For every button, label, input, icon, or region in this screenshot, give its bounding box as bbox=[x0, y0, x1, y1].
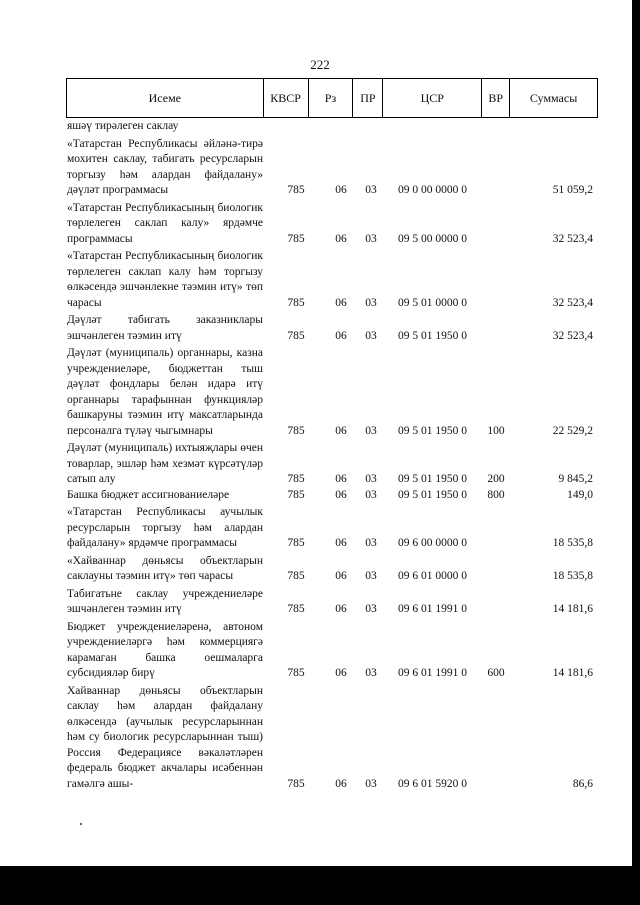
header-pr: ПР bbox=[353, 79, 383, 117]
row-kvsr: 785 bbox=[287, 570, 305, 582]
row-sum: 32 523,4 bbox=[552, 329, 593, 342]
row-name: «Татарстан Республикасының биологик төрлелеген саклап калу һәм торгызу өлкәсендә эшчәнлекне тәэмин итү» төп чарасы bbox=[67, 250, 263, 309]
table-row bbox=[66, 505, 598, 552]
table-row bbox=[66, 313, 598, 344]
row-name: Дәүләт (муниципаль) ихтыяҗлары өчен товарлар, эшләр һәм хезмәт күрсәтүләр сатып алу bbox=[67, 442, 263, 485]
row-vr: 200 bbox=[487, 473, 505, 485]
row-sum: 14 181,6 bbox=[552, 603, 593, 615]
row-rz: 06 bbox=[335, 537, 347, 549]
row-rz: 06 bbox=[335, 667, 347, 679]
row-pr: 03 bbox=[365, 603, 377, 615]
table-row bbox=[66, 488, 598, 504]
row-csr: 09 6 01 5920 0 bbox=[398, 777, 467, 790]
row-pr: 03 bbox=[365, 232, 377, 245]
row-rz: 06 bbox=[335, 329, 347, 342]
row-kvsr: 785 bbox=[287, 296, 305, 309]
row-csr: 09 5 01 1950 0 bbox=[398, 473, 467, 485]
row-name: Башка бюджет ассигнованиеләре bbox=[67, 488, 230, 501]
row-kvsr: 785 bbox=[287, 667, 305, 679]
row-name: «Татарстан Республикасы әйләнә-тирә мохитен саклау, табигать ресурсларын торгызу һәм алардан файдалану» дәүләт программасы bbox=[67, 137, 263, 196]
row-kvsr: 785 bbox=[287, 232, 305, 245]
table-body bbox=[66, 119, 598, 792]
row-sum: 18 535,8 bbox=[552, 570, 593, 582]
table-row bbox=[66, 119, 598, 135]
row-sum: 14 181,6 bbox=[552, 667, 593, 679]
row-name: Бюджет учреждениеләренә, автоном учреждениеләргә һәм коммерциягә карамаган башка оешмаларга субсидияләр бирү bbox=[67, 620, 263, 679]
row-name: Дәүләт (муниципаль) органнары, казна учреждениеләре, бюджеттан тыш дәүләт фондлары белән идарә итү органнары тарафыннан функцияләр башкаруны тәэмин итү максатларында персоналга түләү чыгымнары bbox=[67, 347, 263, 437]
row-name: «Хайваннар дөньясы объектларын саклауны тәэмин итү» төп чарасы bbox=[67, 554, 263, 582]
row-sum: 51 059,2 bbox=[552, 184, 593, 196]
header-csr: ЦСР bbox=[383, 79, 482, 117]
row-rz: 06 bbox=[335, 296, 347, 309]
row-kvsr: 785 bbox=[287, 424, 305, 437]
header-kvsr: КВСР bbox=[264, 79, 309, 117]
scan-edge-right bbox=[632, 0, 640, 905]
page-number: 222 bbox=[310, 57, 330, 72]
row-kvsr: 785 bbox=[287, 488, 305, 501]
row-csr: 09 0 00 0000 0 bbox=[398, 184, 467, 196]
row-sum: 32 523,4 bbox=[552, 232, 593, 245]
scan-edge-bottom bbox=[0, 866, 640, 905]
row-rz: 06 bbox=[335, 424, 347, 437]
table-row bbox=[66, 554, 598, 585]
row-pr: 03 bbox=[365, 473, 377, 485]
row-rz: 06 bbox=[335, 232, 347, 245]
header-rz: Рз bbox=[309, 79, 354, 117]
table-header bbox=[66, 78, 598, 118]
row-name: «Татарстан Республикасы аучылык ресурсларын торгызу һәм алардан файдалану» ярдәмче программасы bbox=[67, 506, 263, 549]
header-sum: Суммасы bbox=[510, 79, 598, 117]
row-csr: 09 6 01 1991 0 bbox=[398, 667, 467, 679]
row-pr: 03 bbox=[365, 329, 377, 342]
row-rz: 06 bbox=[335, 603, 347, 615]
header-name: Исеме bbox=[67, 79, 264, 117]
row-name: «Татарстан Республикасының биологик төрлелеген саклап калу» ярдәмче программасы bbox=[67, 201, 263, 245]
row-vr: 800 bbox=[487, 488, 505, 501]
row-kvsr: 785 bbox=[287, 329, 305, 342]
row-name: Хайваннар дөньясы объектларын саклау һәм алардан файдалану өлкәсендә (аучылык ресурсларыннан һәм су биологик ресурсларыннан тыш) Россия Федерациясе вәкаләтләрен федераль бюджет акчалары исәбеннән гамәлгә ашы- bbox=[67, 684, 263, 790]
row-csr: 09 5 01 0000 0 bbox=[398, 296, 467, 309]
table-row bbox=[66, 346, 598, 439]
row-csr: 09 5 01 1950 0 bbox=[398, 424, 467, 437]
row-rz: 06 bbox=[335, 488, 347, 501]
row-pr: 03 bbox=[365, 424, 377, 437]
row-kvsr: 785 bbox=[287, 603, 305, 615]
row-csr: 09 5 01 1950 0 bbox=[398, 488, 467, 501]
row-name: Дәүләт табигать заказниклары эшчәнлеген тәэмин итү bbox=[67, 314, 263, 342]
row-sum: 18 535,8 bbox=[552, 537, 593, 549]
row-kvsr: 785 bbox=[287, 473, 305, 485]
table-row bbox=[66, 137, 598, 199]
table-row bbox=[66, 441, 598, 488]
table-row bbox=[66, 587, 598, 618]
row-sum: 9 845,2 bbox=[558, 473, 593, 485]
row-vr: 100 bbox=[487, 424, 505, 437]
row-csr: 09 6 01 1991 0 bbox=[398, 603, 467, 615]
row-rz: 06 bbox=[335, 184, 347, 196]
row-pr: 03 bbox=[365, 488, 377, 501]
row-name: Табигатьне саклау учреждениеләре эшчәнлеген тәэмин итү bbox=[67, 587, 263, 615]
row-sum: 86,6 bbox=[572, 777, 593, 790]
row-kvsr: 785 bbox=[287, 537, 305, 549]
table-row bbox=[66, 684, 598, 793]
row-sum: 32 523,4 bbox=[552, 296, 593, 309]
row-pr: 03 bbox=[365, 667, 377, 679]
row-pr: 03 bbox=[365, 570, 377, 582]
scan-speck bbox=[80, 823, 82, 825]
row-csr: 09 6 00 0000 0 bbox=[398, 537, 467, 549]
row-pr: 03 bbox=[365, 296, 377, 309]
table-row bbox=[66, 620, 598, 682]
header-vr: ВР bbox=[482, 79, 510, 117]
row-csr: 09 5 01 1950 0 bbox=[398, 329, 467, 342]
row-kvsr: 785 bbox=[287, 777, 305, 790]
row-name: яшәү тирәлеген саклау bbox=[67, 120, 179, 132]
row-rz: 06 bbox=[335, 473, 347, 485]
row-rz: 06 bbox=[335, 777, 347, 790]
row-sum: 22 529,2 bbox=[552, 424, 593, 437]
row-sum: 149,0 bbox=[567, 488, 593, 501]
row-pr: 03 bbox=[365, 777, 377, 790]
row-vr: 600 bbox=[487, 667, 505, 679]
row-pr: 03 bbox=[365, 537, 377, 549]
row-rz: 06 bbox=[335, 570, 347, 582]
row-csr: 09 6 01 0000 0 bbox=[398, 570, 467, 582]
row-pr: 03 bbox=[365, 184, 377, 196]
row-kvsr: 785 bbox=[287, 184, 305, 196]
table-row bbox=[66, 249, 598, 311]
row-csr: 09 5 00 0000 0 bbox=[398, 232, 467, 245]
table-row bbox=[66, 201, 598, 248]
